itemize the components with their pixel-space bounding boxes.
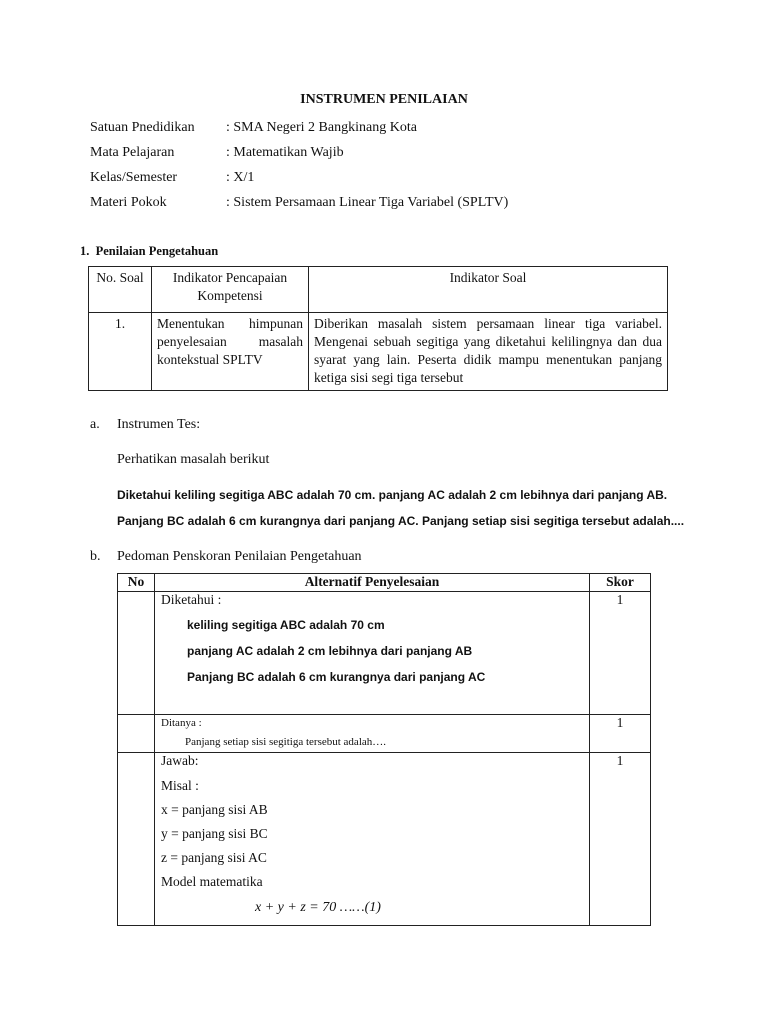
meta-value-satuan: : SMA Negeri 2 Bangkinang Kota xyxy=(226,120,417,135)
ditanya-line: Panjang setiap sisi segitiga tersebut adalah…. xyxy=(185,736,387,748)
part-b-marker: b. xyxy=(90,549,101,564)
section-title: Penilaian Pengetahuan xyxy=(95,244,219,258)
score-cell: 1 xyxy=(590,753,651,926)
meta-value-materi: : Sistem Persamaan Linear Tiga Variabel (SPLTV) xyxy=(226,195,509,210)
meta-label-kelas: Kelas/Semester xyxy=(90,170,178,185)
section-heading xyxy=(80,244,218,259)
row-no-cell xyxy=(118,753,155,926)
part-a-intro: Perhatikan masalah berikut xyxy=(117,452,270,467)
problem-line-2: Panjang BC adalah 6 cm kurangnya dari panjang AC. Panjang setiap sisi segitiga tersebut adalah.... xyxy=(117,514,685,528)
header-no: No xyxy=(118,574,155,592)
part-a-marker: a. xyxy=(90,417,100,432)
part-a-heading: Instrumen Tes: xyxy=(117,417,201,432)
diketahui-label: Diketahui : xyxy=(161,592,222,607)
diketahui-line: keliling segitiga ABC adalah 70 cm xyxy=(187,618,385,632)
header-alternatif: Alternatif Penyelesaian xyxy=(155,574,590,592)
diketahui-cell xyxy=(155,592,590,715)
ditanya-label: Ditanya : xyxy=(161,717,202,729)
header-no-soal: No. Soal xyxy=(89,267,152,313)
meta-label-materi: Materi Pokok xyxy=(90,195,167,210)
problem-line-1: Diketahui keliling segitiga ABC adalah 70 cm. panjang AC adalah 2 cm lebihnya dari panjang AB. xyxy=(117,488,668,502)
meta-label-satuan: Satuan Pnedidikan xyxy=(90,120,195,135)
header-skor: Skor xyxy=(590,574,651,592)
jawab-line: Model matematika xyxy=(161,874,263,889)
page-title: INSTRUMEN PENILAIAN xyxy=(300,92,468,107)
jawab-cell xyxy=(155,753,590,926)
jawab-label: Jawab: xyxy=(161,753,199,768)
row-no: 1. xyxy=(89,313,152,391)
meta-value-mapel: : Matematikan Wajib xyxy=(226,145,344,160)
row-indikator: Diberikan masalah sistem persamaan linear tiga variabel. Mengenai sebuah segitiga yang diketahui kelilingnya dan dua syarat yang lain. Peserta didik mampu menentukan panjang ketiga sisi segi tiga tersebut xyxy=(309,313,668,391)
section-number: 1. xyxy=(80,244,90,258)
jawab-line: z = panjang sisi AC xyxy=(161,850,267,865)
indicator-table xyxy=(88,266,668,391)
row-ipk: Menentukan himpunan penyelesaian masalah kontekstual SPLTV xyxy=(152,313,309,391)
jawab-line: y = panjang sisi BC xyxy=(161,826,268,841)
part-b-heading: Pedoman Penskoran Penilaian Pengetahuan xyxy=(117,549,362,564)
scoring-table xyxy=(117,573,651,926)
jawab-line: x = panjang sisi AB xyxy=(161,802,268,817)
score-cell: 1 xyxy=(590,715,651,753)
jawab-line: Misal : xyxy=(161,778,199,793)
diketahui-line: Panjang BC adalah 6 cm kurangnya dari panjang AC xyxy=(187,670,486,684)
header-indikator-soal: Indikator Soal xyxy=(309,267,668,313)
row-no-cell xyxy=(118,592,155,715)
header-ipk: Indikator Pencapaian Kompetensi xyxy=(152,267,309,313)
score-cell: 1 xyxy=(590,592,651,715)
meta-label-mapel: Mata Pelajaran xyxy=(90,145,175,160)
ditanya-cell xyxy=(155,715,590,753)
equation-line: x + y + z = 70 ……(1) xyxy=(255,900,381,915)
meta-value-kelas: : X/1 xyxy=(226,170,255,185)
diketahui-line: panjang AC adalah 2 cm lebihnya dari panjang AB xyxy=(187,644,473,658)
row-no-cell xyxy=(118,715,155,753)
